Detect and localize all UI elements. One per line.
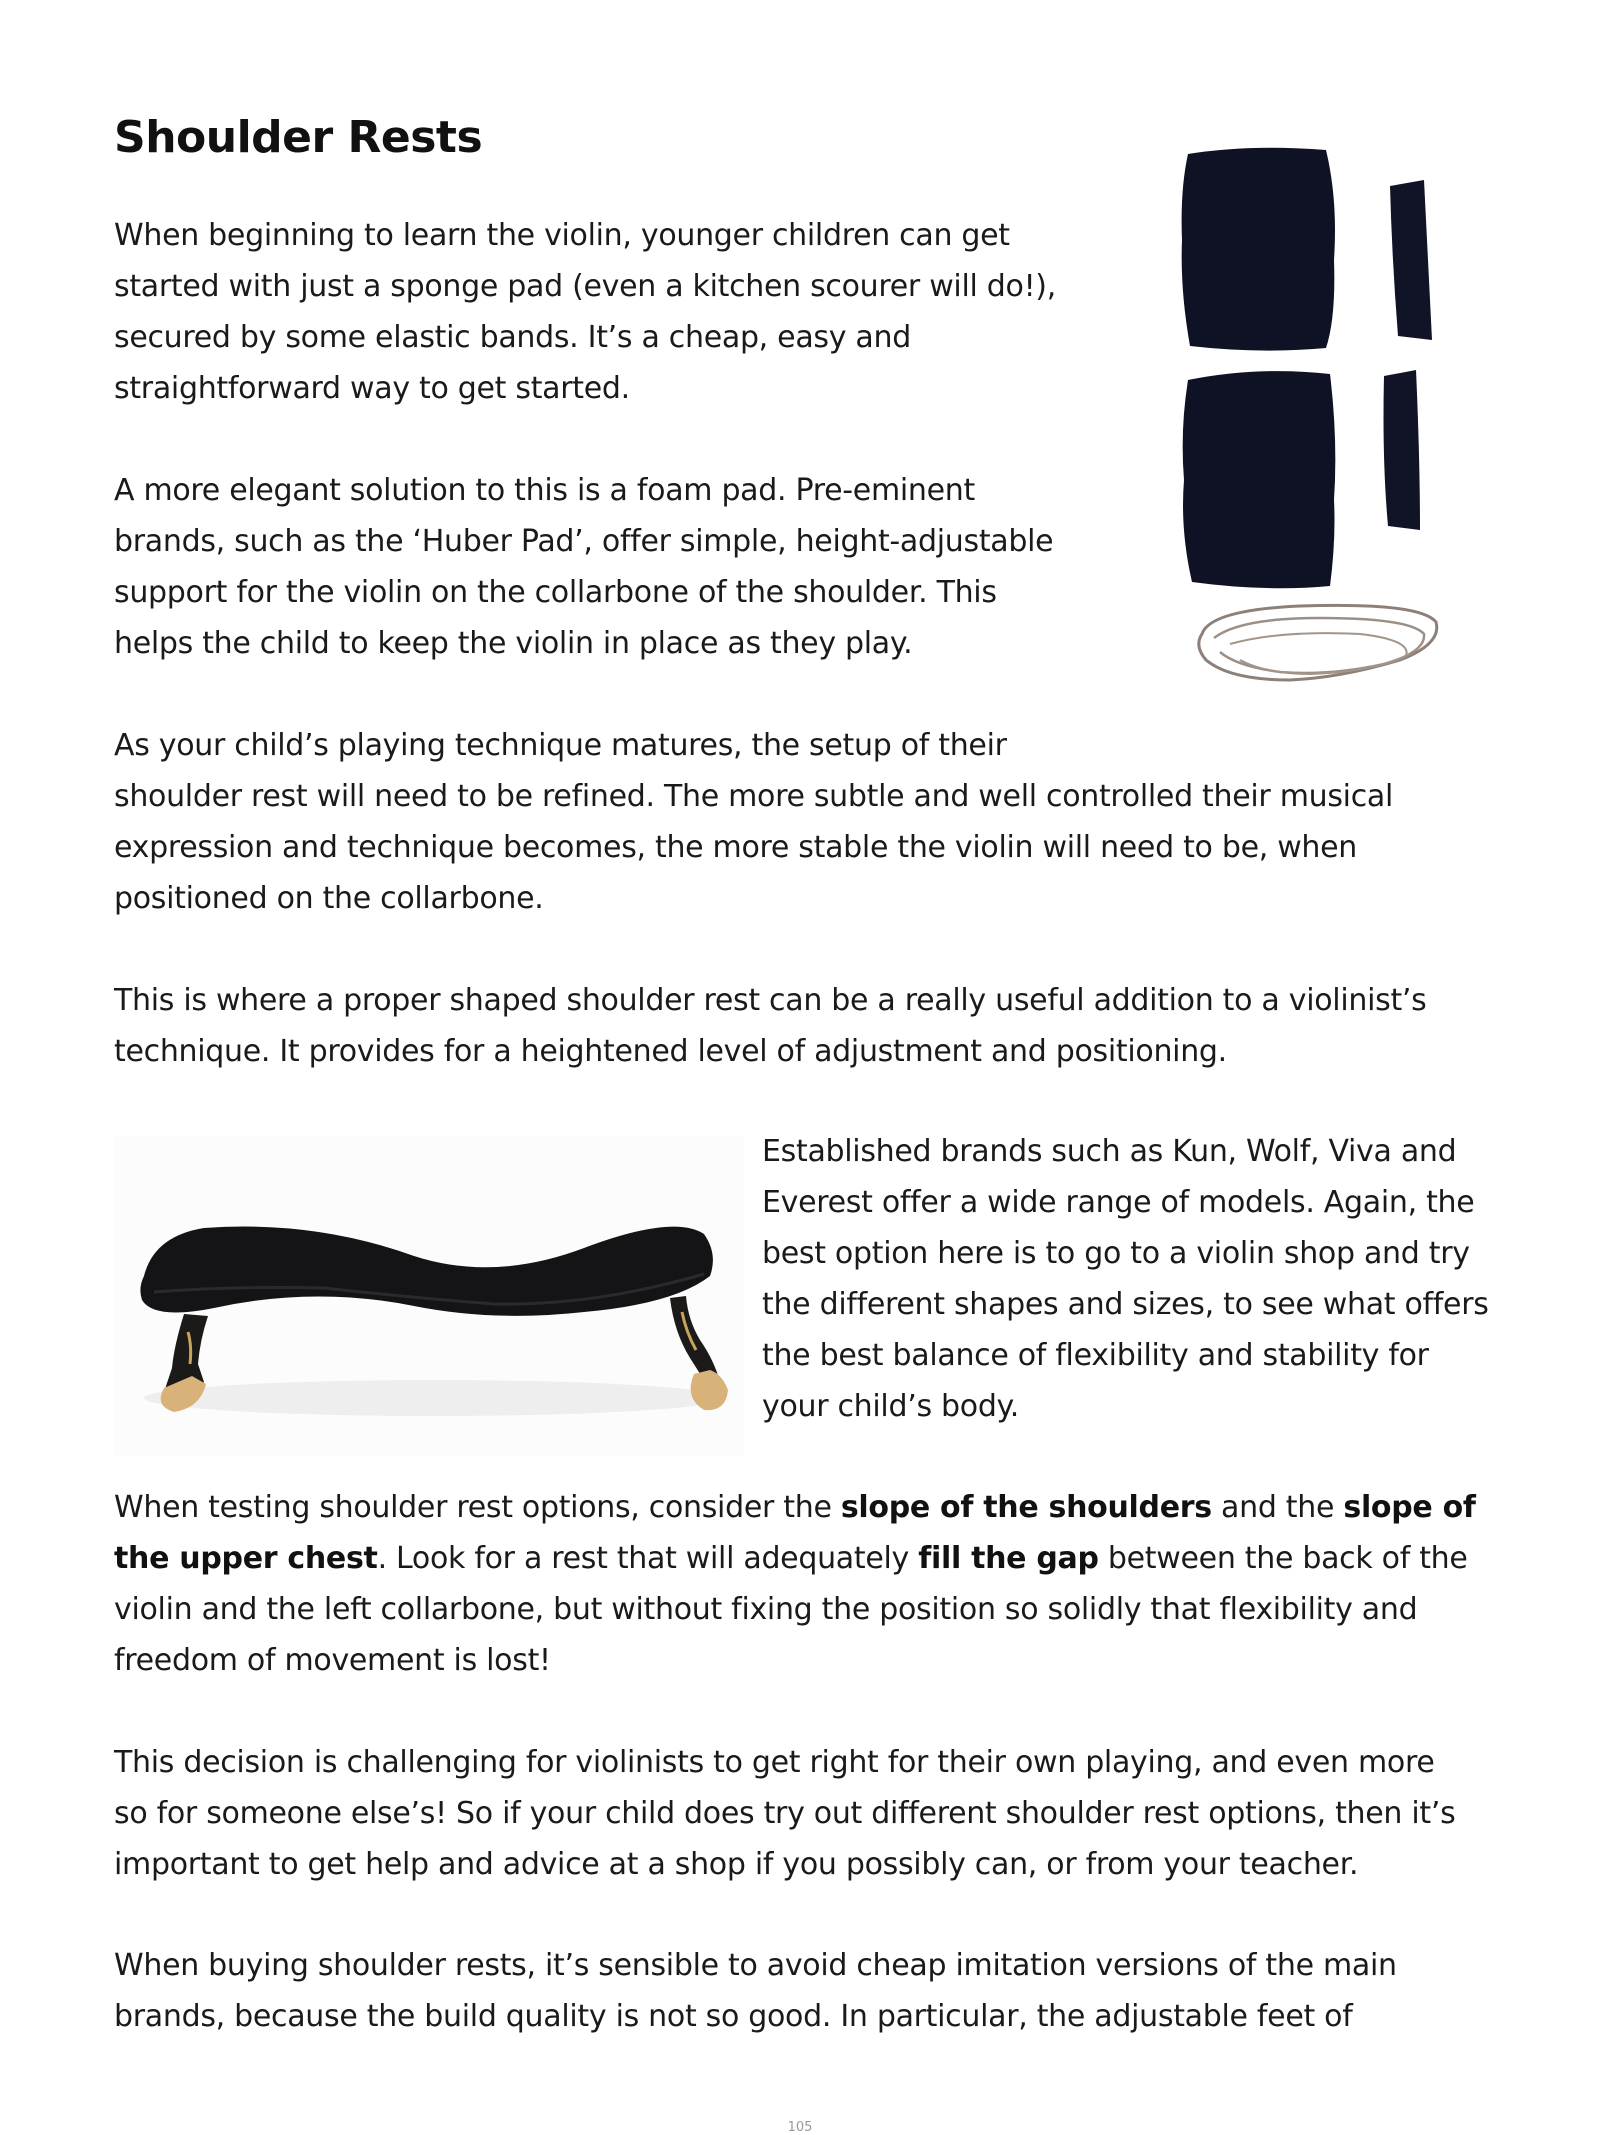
paragraph-shaped-rest xyxy=(114,975,1514,1077)
bold-phrase: the upper chest xyxy=(114,1541,378,1576)
text-line: the different shapes and sizes, to see what offers xyxy=(762,1287,1489,1322)
text-line: secured by some elastic bands. It’s a cheap, easy and xyxy=(114,320,911,355)
text-line: When testing shoulder rest options, consider the slope of the shoulders and the slope of xyxy=(114,1490,1476,1525)
bold-phrase: slope of xyxy=(1343,1490,1476,1525)
text-line: When beginning to learn the violin, younger children can get xyxy=(114,218,1010,253)
paragraph-technique-matures xyxy=(114,720,1514,924)
text-line: Everest offer a wide range of models. Again, the xyxy=(762,1185,1475,1220)
page-number: 105 xyxy=(787,2120,813,2135)
text-line: the best balance of flexibility and stability for xyxy=(762,1338,1429,1373)
text-line: helps the child to keep the violin in place as they play. xyxy=(114,626,913,661)
paragraph-established-brands xyxy=(762,1126,1522,1432)
paragraph-decision-challenging xyxy=(114,1737,1514,1890)
text-line: Established brands such as Kun, Wolf, Viva and xyxy=(762,1134,1457,1169)
text-line: freedom of movement is lost! xyxy=(114,1643,551,1678)
text-line: important to get help and advice at a shop if you possibly can, or from your teacher. xyxy=(114,1847,1359,1882)
text-line: violin and the left collarbone, but without fixing the position so solidly that flexibility and xyxy=(114,1592,1418,1627)
page-title: Shoulder Rests xyxy=(114,112,483,163)
text-line: positioned on the collarbone. xyxy=(114,881,544,916)
paragraph-foam-pad xyxy=(114,465,1124,669)
text-line: A more elegant solution to this is a foam pad. Pre-eminent xyxy=(114,473,975,508)
text-line: As your child’s playing technique matures, the setup of their xyxy=(114,728,1007,763)
foam-pad-image xyxy=(1170,140,1460,720)
text-line: This decision is challenging for violinists to get right for their own playing, and even more xyxy=(114,1745,1435,1780)
paragraph-buying-rests xyxy=(114,1940,1514,2042)
shoulder-rest-illustration xyxy=(114,1136,744,1456)
text-line: straightforward way to get started. xyxy=(114,371,630,406)
text-line: best option here is to go to a violin shop and try xyxy=(762,1236,1470,1271)
text-line: expression and technique becomes, the more stable the violin will need to be, when xyxy=(114,830,1358,865)
text-line: brands, because the build quality is not so good. In particular, the adjustable feet of xyxy=(114,1999,1353,2034)
text-line: When buying shoulder rests, it’s sensible to avoid cheap imitation versions of the main xyxy=(114,1948,1397,1983)
paragraph-sponge-pad xyxy=(114,210,1124,414)
text-line: brands, such as the ‘Huber Pad’, offer simple, height-adjustable xyxy=(114,524,1054,559)
text-line: started with just a sponge pad (even a kitchen scourer will do!), xyxy=(114,269,1056,304)
paragraph-testing-options xyxy=(114,1482,1514,1686)
text-line: so for someone else’s! So if your child does try out different shoulder rest options, then it’s xyxy=(114,1796,1456,1831)
shoulder-rest-image xyxy=(114,1136,744,1456)
text-line: the upper chest. Look for a rest that will adequately fill the gap between the back of the xyxy=(114,1541,1468,1576)
text-line: This is where a proper shaped shoulder rest can be a really useful addition to a violinist’s xyxy=(114,983,1427,1018)
bold-phrase: slope of the shoulders xyxy=(840,1490,1212,1525)
text-line: support for the violin on the collarbone of the shoulder. This xyxy=(114,575,997,610)
foam-pad-illustration xyxy=(1170,140,1460,720)
text-line: technique. It provides for a heightened level of adjustment and positioning. xyxy=(114,1034,1227,1069)
text-line: shoulder rest will need to be refined. The more subtle and well controlled their musical xyxy=(114,779,1394,814)
text-line: your child’s body. xyxy=(762,1389,1019,1424)
bold-phrase: fill the gap xyxy=(918,1541,1099,1576)
